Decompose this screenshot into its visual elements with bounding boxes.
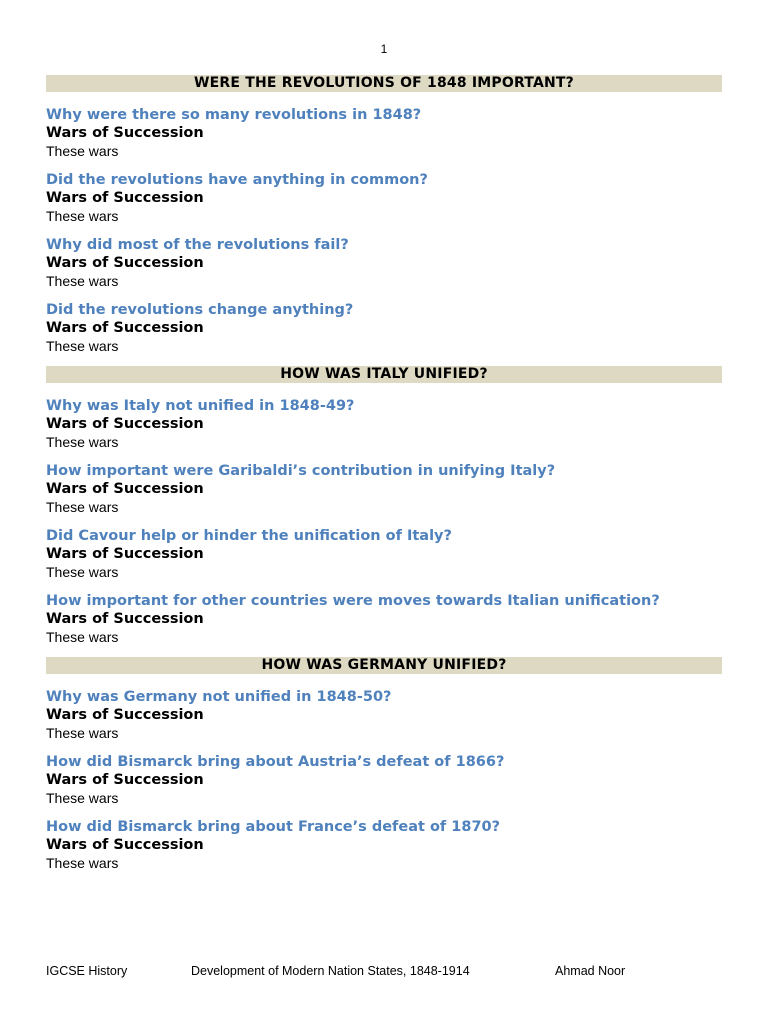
footer-author: Ahmad Noor: [555, 964, 626, 978]
body-text: These wars: [46, 790, 119, 806]
subheading: Wars of Succession: [46, 707, 204, 723]
section-germany-unified: [46, 657, 722, 872]
question-heading: Why was Italy not unified in 1848-49?: [46, 398, 355, 414]
footer-course: IGCSE History: [46, 964, 128, 978]
question-heading: Why did most of the revolutions fail?: [46, 237, 349, 253]
body-text: These wars: [46, 629, 119, 645]
subheading: Wars of Succession: [46, 125, 204, 141]
question-block: [46, 397, 722, 451]
body-text: These wars: [46, 208, 119, 224]
subheading: Wars of Succession: [46, 481, 204, 497]
body-text: These wars: [46, 434, 119, 450]
body-text: These wars: [46, 143, 119, 159]
subheading: Wars of Succession: [46, 416, 204, 432]
question-block: [46, 818, 722, 872]
body-text: These wars: [46, 564, 119, 580]
document-body: [46, 75, 722, 883]
question-block: [46, 688, 722, 742]
subheading: Wars of Succession: [46, 320, 204, 336]
question-heading: Why was Germany not unified in 1848-50?: [46, 689, 392, 705]
question-block: [46, 301, 722, 355]
question-heading: How did Bismarck bring about Austria’s defeat of 1866?: [46, 754, 505, 770]
subheading: Wars of Succession: [46, 546, 204, 562]
question-block: [46, 753, 722, 807]
question-heading: How did Bismarck bring about France’s defeat of 1870?: [46, 819, 501, 835]
body-text: These wars: [46, 855, 119, 871]
question-heading: Did the revolutions change anything?: [46, 302, 354, 318]
question-block: [46, 106, 722, 160]
subheading: Wars of Succession: [46, 255, 204, 271]
body-text: These wars: [46, 338, 119, 354]
body-text: These wars: [46, 499, 119, 515]
question-block: [46, 171, 722, 225]
body-text: These wars: [46, 273, 119, 289]
footer-topic: Development of Modern Nation States, 1848-1914: [191, 964, 470, 978]
section-heading: HOW WAS ITALY UNIFIED?: [46, 366, 722, 383]
subheading: Wars of Succession: [46, 190, 204, 206]
question-block: [46, 527, 722, 581]
section-heading: HOW WAS GERMANY UNIFIED?: [46, 657, 722, 674]
question-block: [46, 462, 722, 516]
section-revolutions-1848: [46, 75, 722, 355]
question-block: [46, 592, 722, 646]
question-heading: Did Cavour help or hinder the unification of Italy?: [46, 528, 452, 544]
question-heading: Why were there so many revolutions in 1848?: [46, 107, 422, 123]
question-block: [46, 236, 722, 290]
subheading: Wars of Succession: [46, 611, 204, 627]
body-text: These wars: [46, 725, 119, 741]
question-heading: Did the revolutions have anything in common?: [46, 172, 428, 188]
subheading: Wars of Succession: [46, 837, 204, 853]
section-italy-unified: [46, 366, 722, 646]
question-heading: How important for other countries were moves towards Italian unification?: [46, 593, 660, 609]
section-heading: WERE THE REVOLUTIONS OF 1848 IMPORTANT?: [46, 75, 722, 92]
subheading: Wars of Succession: [46, 772, 204, 788]
page-number: 1: [380, 42, 388, 56]
question-heading: How important were Garibaldi’s contribution in unifying Italy?: [46, 463, 556, 479]
